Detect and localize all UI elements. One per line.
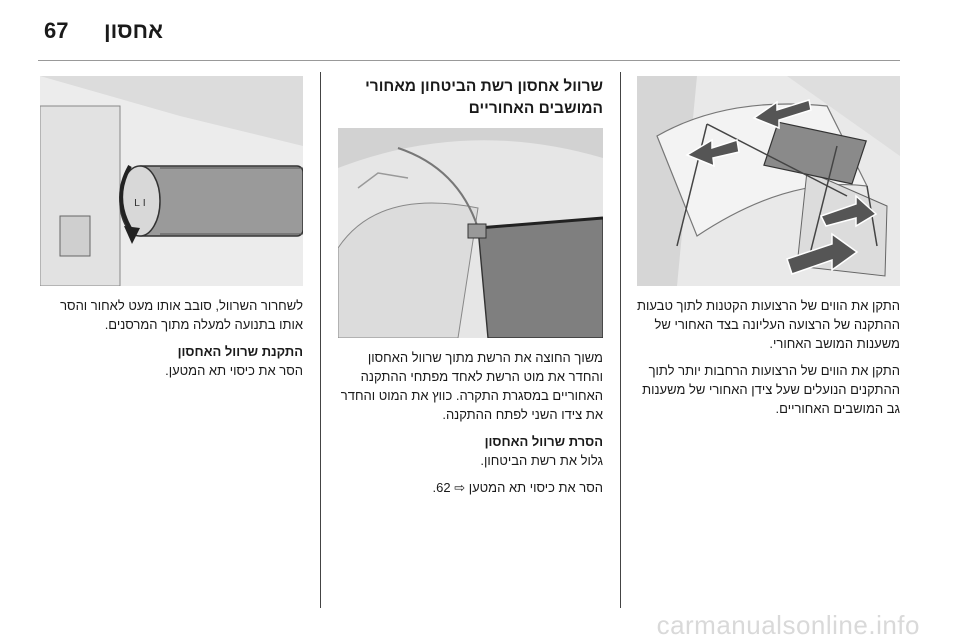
- middle-column-heading-block: [338, 76, 603, 120]
- middle-column-paragraph-3: הסר את כיסוי תא המטען ⇨ 62.: [432, 480, 603, 496]
- illustration-storage-sleeve: [40, 76, 303, 286]
- right-column-paragraph-1: התקן את הווים של הרצועות הקטנות לתוך טבעות ההתקנה של הרצועה העליונה בצד האחורי של משענות המושב האחורי.: [637, 298, 900, 351]
- left-column-paragraph-2: הסר את כיסוי תא המטען.: [165, 363, 303, 378]
- page-reference-number: 62: [436, 480, 451, 495]
- svg-text:L I: L I: [134, 198, 146, 209]
- page-title: אחסון: [104, 18, 164, 43]
- middle-column-paragraph-1: משוך החוצה את הרשת מתוך שרוול האחסון והחדר את מוט הרשת לאחד מפתחי ההתקנה האחוריים במסגרת התקרה. כווץ את המוט והחדר את צידו השני לפתח ההתקנה.: [340, 350, 603, 422]
- left-column-subheading: התקנת שרוול האחסון: [177, 344, 303, 359]
- right-column-text: [637, 296, 900, 426]
- page-reference-text: הסר את כיסוי תא המטען: [468, 480, 603, 495]
- watermark: carmanualsonline.info: [656, 610, 920, 640]
- right-column-paragraph-2: התקן את הווים של הרצועות הרחבות יותר לתוך ההתקנים הנועלים שעל צידן האחורי של משענות גב המושבים האחוריים.: [642, 363, 900, 416]
- left-column-paragraph-1: לשחרור השרוול, סובב אותו מעט לאחור והסר אותו בתנועה למעלה מתוך המרסנים.: [60, 298, 303, 332]
- page-number: 67: [44, 18, 69, 43]
- page-header: [0, 0, 960, 60]
- illustration-strap-hooks: [637, 76, 900, 286]
- header-rule: [38, 60, 900, 61]
- left-column-text: [40, 296, 303, 388]
- page-reference-icon: ⇨: [454, 481, 466, 496]
- section-heading: שרוול אחסון רשת הביטחון מאחורי המושבים האחוריים: [365, 78, 603, 117]
- middle-column-subheading: הסרת שרוול האחסון: [484, 434, 603, 449]
- column-divider-right: [620, 72, 621, 608]
- middle-column-paragraph-2: גלול את רשת הביטחון.: [480, 453, 603, 468]
- middle-column-text: [338, 348, 603, 506]
- illustration-safety-net: [338, 128, 603, 338]
- column-divider-left: [320, 72, 321, 608]
